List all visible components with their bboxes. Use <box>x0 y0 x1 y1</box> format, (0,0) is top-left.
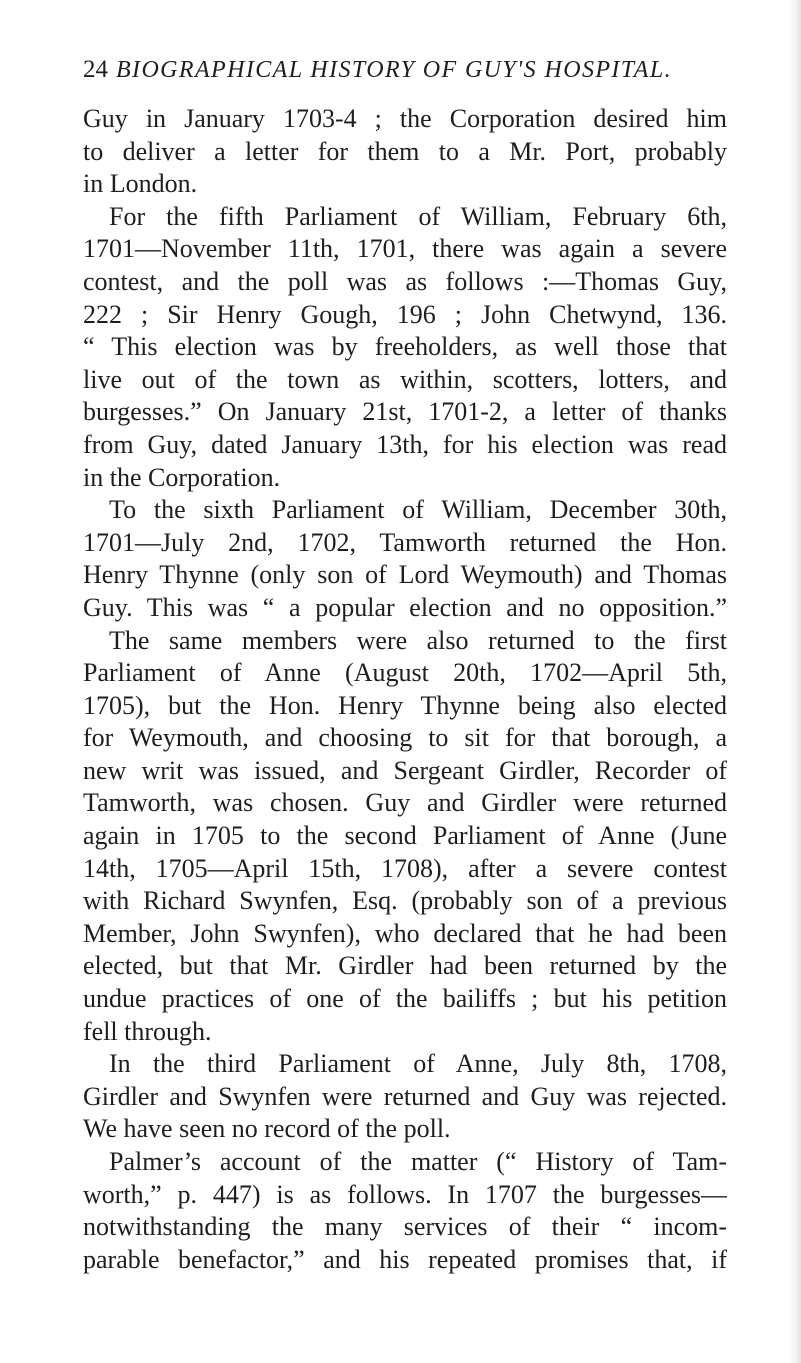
text-line: with Richard Swynfen, Esq. (probably son of a previous <box>83 886 727 916</box>
text-line: To the sixth Parliament of William, December 30th, <box>109 495 727 525</box>
text-line: We have seen no record of the poll. <box>83 1114 451 1144</box>
text-line: in the Corporation. <box>83 462 281 492</box>
text-line: 222 ; Sir Henry Gough, 196 ; John Chetwynd, 136. <box>83 299 727 329</box>
text-line: worth,” p. 447) is as follows. In 1707 the burgesses— <box>83 1179 727 1209</box>
text-line: 1705), but the Hon. Henry Thynne being also elected <box>83 690 727 720</box>
text-line: notwithstanding the many services of their “ incom- <box>83 1212 727 1242</box>
text-line: parable benefactor,” and his repeated promises that, if <box>83 1244 727 1274</box>
text-line: The same members were also returned to the first <box>109 625 727 655</box>
text-line: for Weymouth, and choosing to sit for that borough, a <box>83 723 727 753</box>
text-line: Tamworth, was chosen. Guy and Girdler were returned <box>83 788 727 818</box>
text-line: again in 1705 to the second Parliament of Anne (June <box>83 821 727 851</box>
page-edge-shadow <box>788 0 801 1363</box>
running-title: BIOGRAPHICAL HISTORY OF GUY'S HOSPITAL. <box>116 57 672 83</box>
text-line: Parliament of Anne (August 20th, 1702—April 5th, <box>83 658 727 688</box>
text-line: 14th, 1705—April 15th, 1708), after a severe contest <box>83 853 727 883</box>
text-line: Girdler and Swynfen were returned and Guy was rejected. <box>83 1081 727 1111</box>
text-line: Guy in January 1703-4 ; the Corporation desired him <box>83 104 727 133</box>
running-head <box>83 50 723 90</box>
text-line: undue practices of one of the bailiffs ; but his petition <box>83 984 727 1014</box>
text-line: 1701—November 11th, 1701, there was again a severe <box>83 234 727 264</box>
text-line: elected, but that Mr. Girdler had been returned by the <box>83 951 727 981</box>
text-line: contest, and the poll was as follows :—Thomas Guy, <box>83 266 727 296</box>
text-line: Henry Thynne (only son of Lord Weymouth) and Thomas <box>83 560 727 590</box>
text-line: Member, John Swynfen), who declared that he had been <box>83 918 727 948</box>
text-line: to deliver a letter for them to a Mr. Port, probably <box>83 136 727 166</box>
text-line: In the third Parliament of Anne, July 8th, 1708, <box>109 1049 727 1079</box>
body-text <box>83 103 727 1276</box>
text-line: from Guy, dated January 13th, for his election was read <box>83 429 727 459</box>
text-line: new writ was issued, and Sergeant Girdler, Recorder of <box>83 755 727 785</box>
text-line: live out of the town as within, scotters, lotters, and <box>83 364 727 394</box>
text-line: Guy. This was “ a popular election and no opposition.” <box>83 592 727 622</box>
text-line: 1701—July 2nd, 1702, Tamworth returned the Hon. <box>83 527 727 557</box>
page-number: 24 <box>83 56 108 83</box>
text-line: fell through. <box>83 1016 212 1046</box>
text-line: Palmer’s account of the matter (“ History of Tam- <box>109 1147 727 1176</box>
text-line: For the fifth Parliament of William, February 6th, <box>109 201 727 231</box>
text-line: burgesses.” On January 21st, 1701-2, a letter of thanks <box>83 397 727 427</box>
text-line: “ This election was by freeholders, as well those that <box>83 332 727 362</box>
text-line: in London. <box>83 169 198 199</box>
